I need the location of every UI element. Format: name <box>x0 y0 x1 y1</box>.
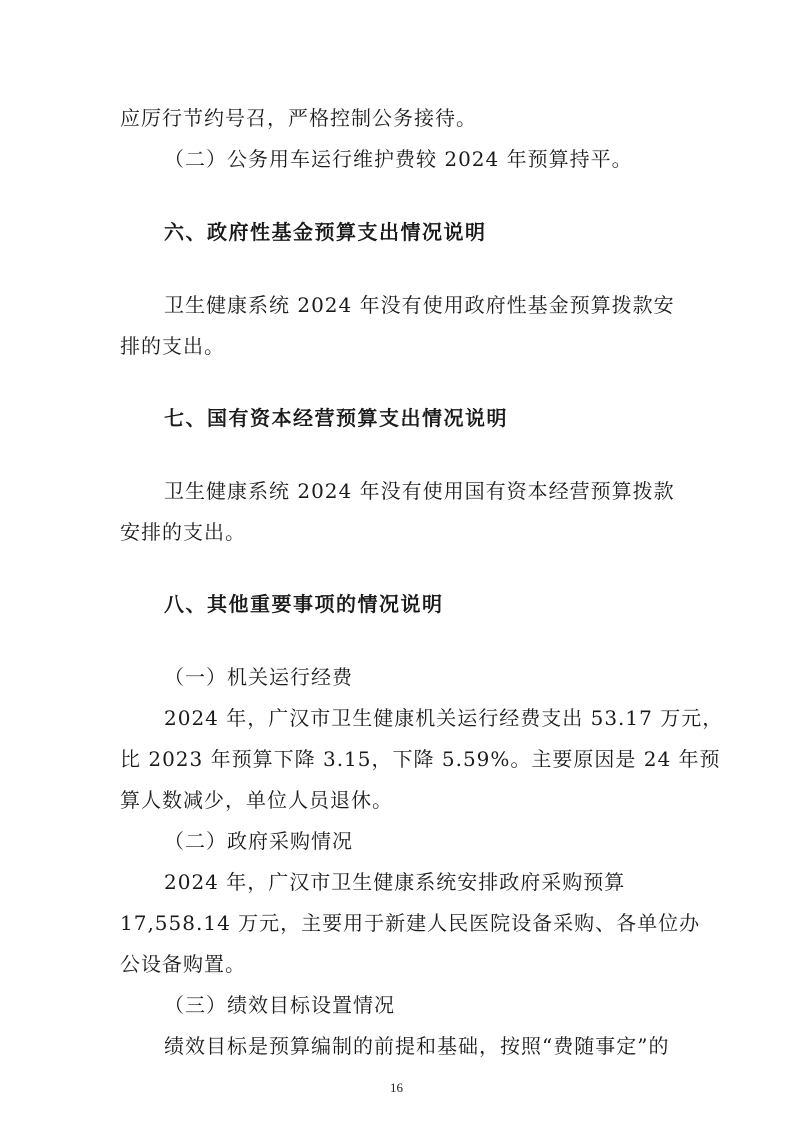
subsection-heading: （二）政府采购情况 <box>164 829 353 853</box>
paragraph-line: 2024 年，广汉市卫生健康机关运行经费支出 53.17 万元， <box>164 706 724 730</box>
page-number: 16 <box>390 1080 403 1095</box>
paragraph-line: 算人数减少，单位人员退休。 <box>120 788 393 812</box>
paragraph-line: 绩效目标是预算编制的前提和基础，按照“费随事定”的 <box>164 1034 670 1058</box>
paragraph-line: （二）公务用车运行维护费较 2024 年预算持平。 <box>164 147 633 171</box>
subsection-heading: （三）绩效目标设置情况 <box>164 993 395 1017</box>
paragraph-line: 17,558.14 万元，主要用于新建人民医院设备采购、各单位办 <box>120 911 701 935</box>
paragraph-line: 安排的支出。 <box>120 520 246 544</box>
paragraph-line: 2024 年，广汉市卫生健康系统安排政府采购预算 <box>164 870 626 894</box>
paragraph-line: 卫生健康系统 2024 年没有使用国有资本经营预算拨款 <box>164 479 675 503</box>
section-heading: 六、政府性基金预算支出情况说明 <box>164 220 487 244</box>
paragraph-line: 应厉行节约号召，严格控制公务接待。 <box>120 106 477 130</box>
section-heading: 八、其他重要事项的情况说明 <box>164 592 444 616</box>
paragraph-line: 卫生健康系统 2024 年没有使用政府性基金预算拨款安 <box>164 293 675 317</box>
section-heading: 七、国有资本经营预算支出情况说明 <box>164 406 508 430</box>
paragraph-line: 比 2023 年预算下降 3.15，下降 5.59%。主要原因是 24 年预 <box>120 747 721 771</box>
subsection-heading: （一）机关运行经费 <box>164 665 353 689</box>
paragraph-line: 排的支出。 <box>120 334 225 358</box>
paragraph-line: 公设备购置。 <box>120 952 246 976</box>
